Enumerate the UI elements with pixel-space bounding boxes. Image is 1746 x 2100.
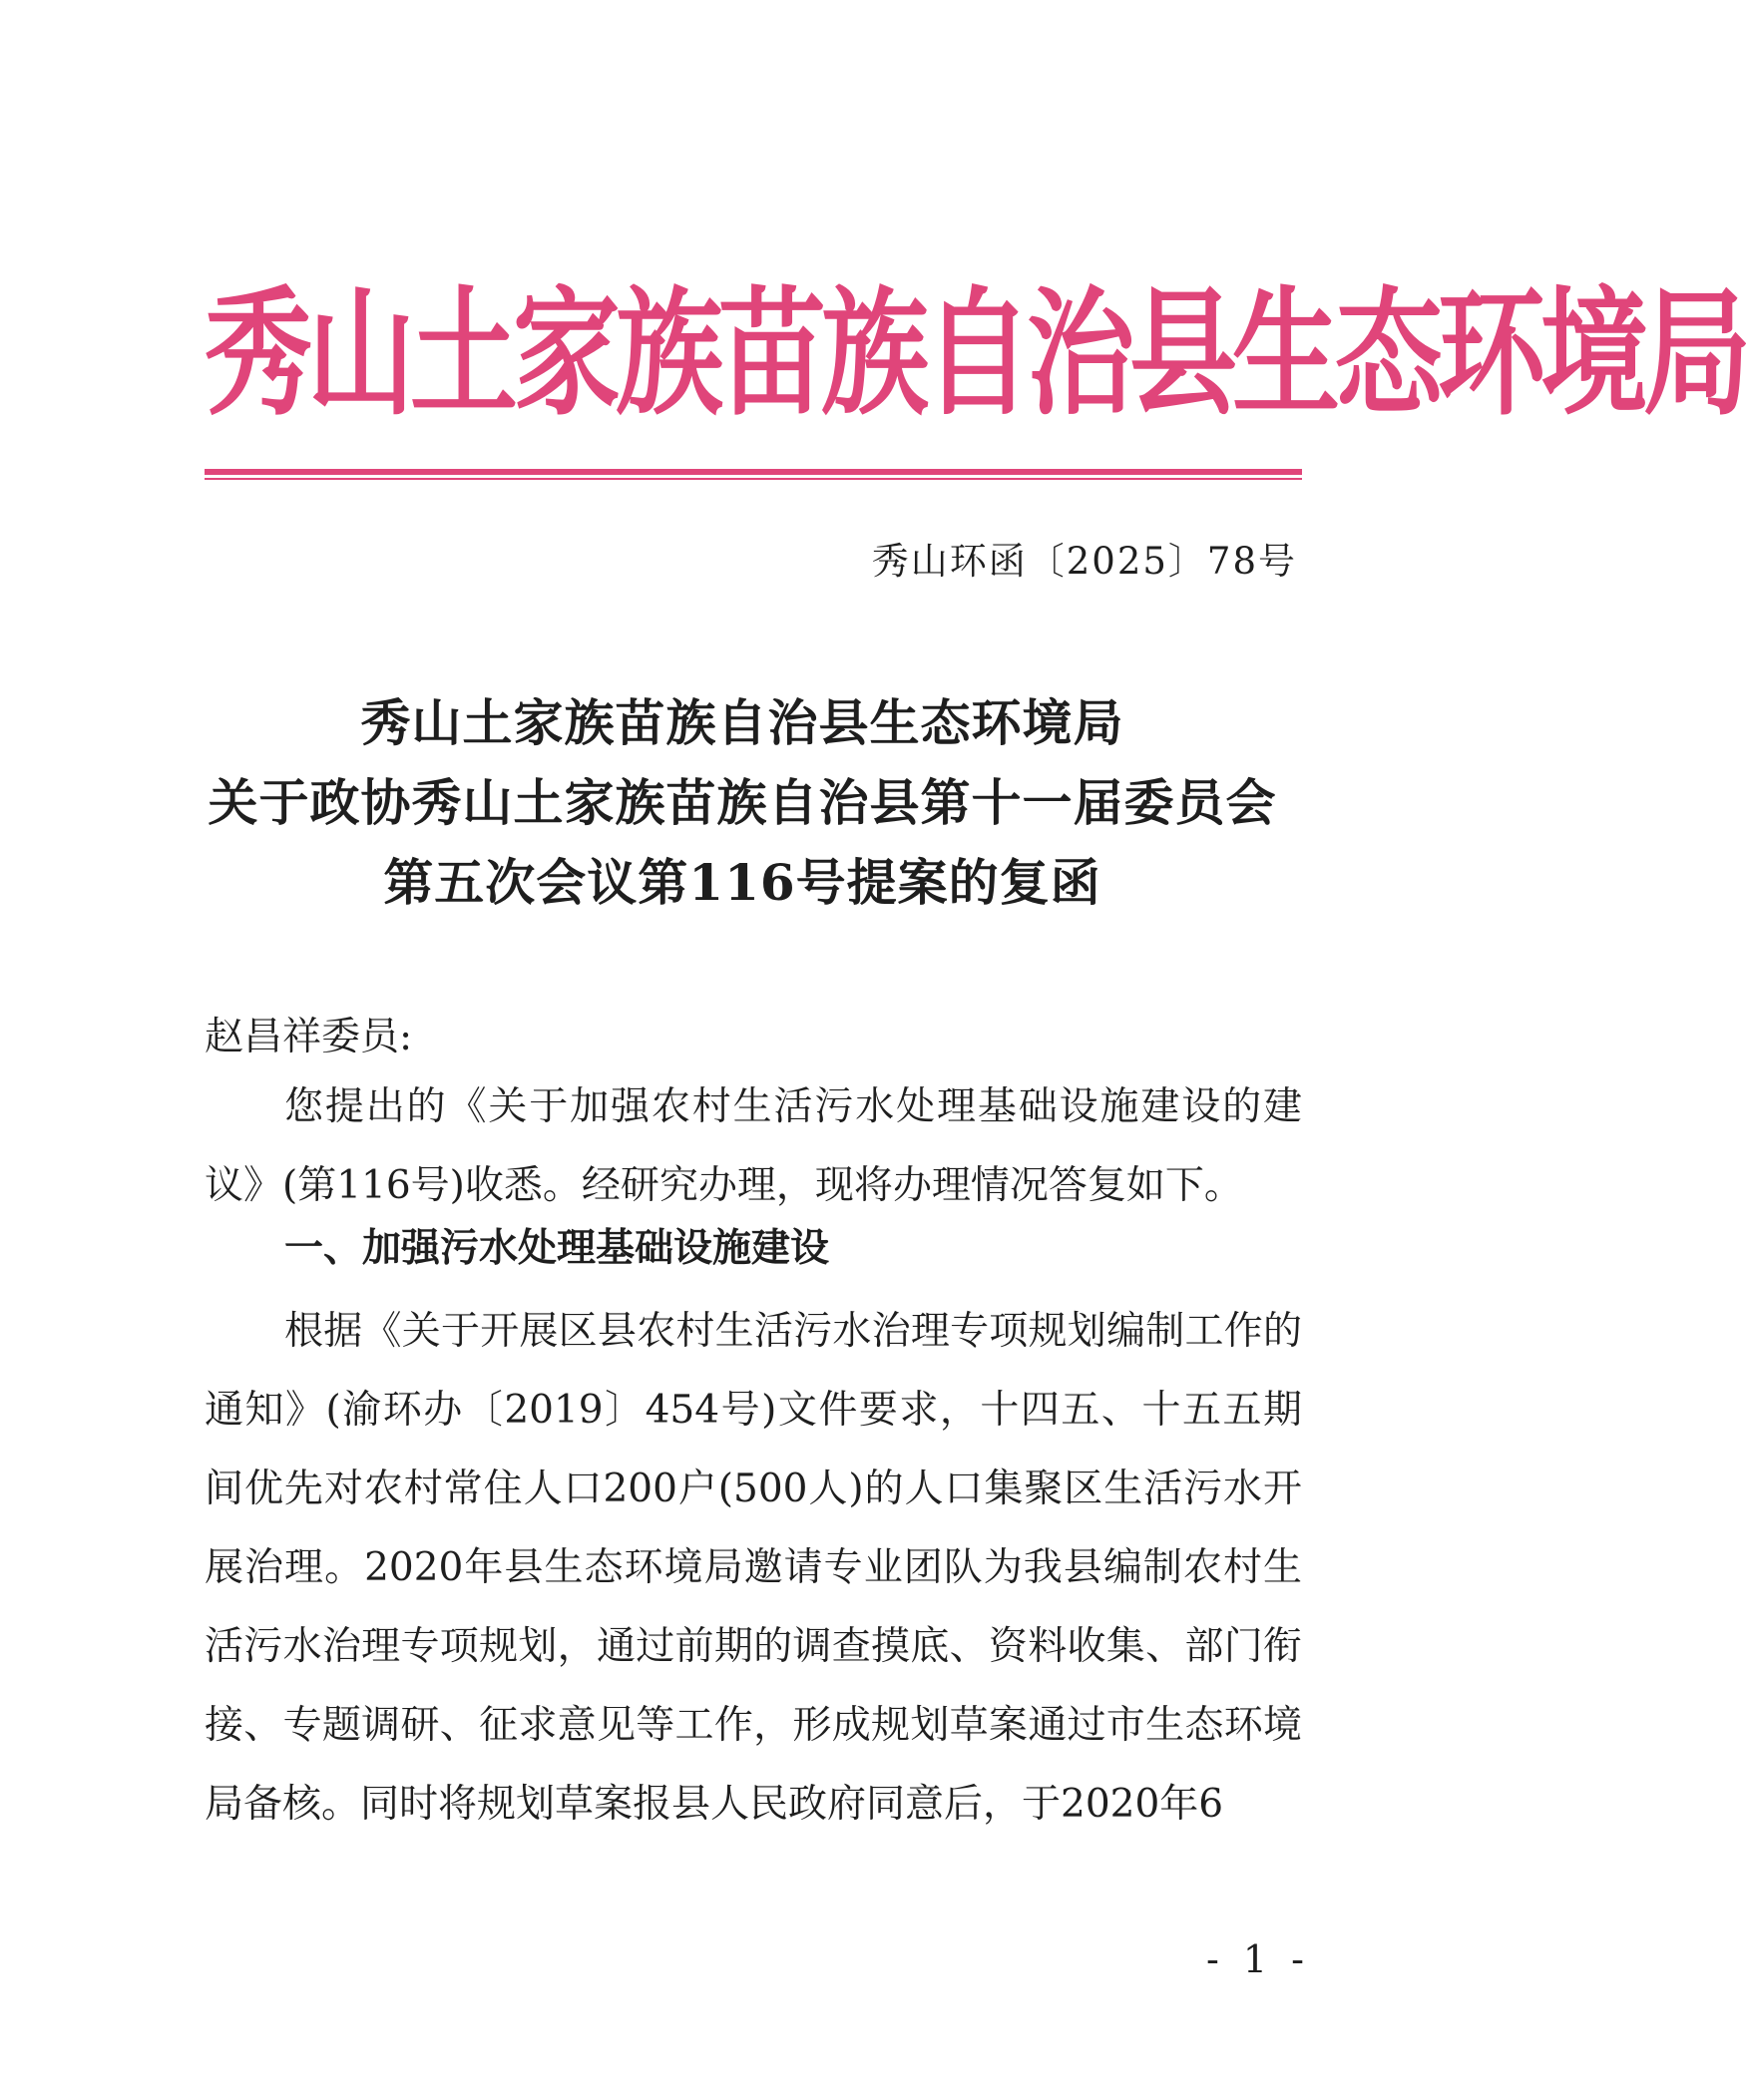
section-heading: 一、加强污水处理基础设施建设 bbox=[284, 1226, 830, 1271]
body-paragraph-intro: 您提出的《关于加强农村生活污水处理基础设施建设的建议》(第116号)收悉。经研究办理，现将办理情况答复如下。 bbox=[205, 1084, 1302, 1208]
salutation: 赵昌祥委员: bbox=[205, 1015, 413, 1059]
body-paragraph-detail: 根据《关于开展区县农村生活污水治理专项规划编制工作的通知》(渝环办〔2019〕454号)文件要求，十四五、十五五期间优先对农村常住人口200户(500人)的人口集聚区生活污水开展治理。2020年县生态环境局邀请专业团队为我县编制农村生活污水治理专项规划，通过前期的调查摸底、资料收集、部门衔接、专题调研、征求意见等工作，形成规划草案通过市生态环境局备核。同时将规划草案报县人民政府同意后，于2020年6 bbox=[205, 1309, 1302, 1827]
document-title-line-2: 关于政协秀山土家族苗族自治县第十一届委员会 bbox=[208, 773, 1277, 832]
letterhead-divider-thick bbox=[205, 469, 1302, 475]
document-number: 秀山环函〔2025〕78号 bbox=[871, 540, 1297, 583]
letterhead-title: 秀山土家族苗族自治县生态环境局 bbox=[205, 273, 1746, 435]
document-title-line-3: 第五次会议第116号提案的复函 bbox=[383, 853, 1101, 912]
letterhead-divider-thin bbox=[205, 478, 1302, 480]
document-title-line-1: 秀山土家族苗族自治县生态环境局 bbox=[360, 693, 1124, 752]
page-number: - 1 - bbox=[1205, 1937, 1310, 1981]
